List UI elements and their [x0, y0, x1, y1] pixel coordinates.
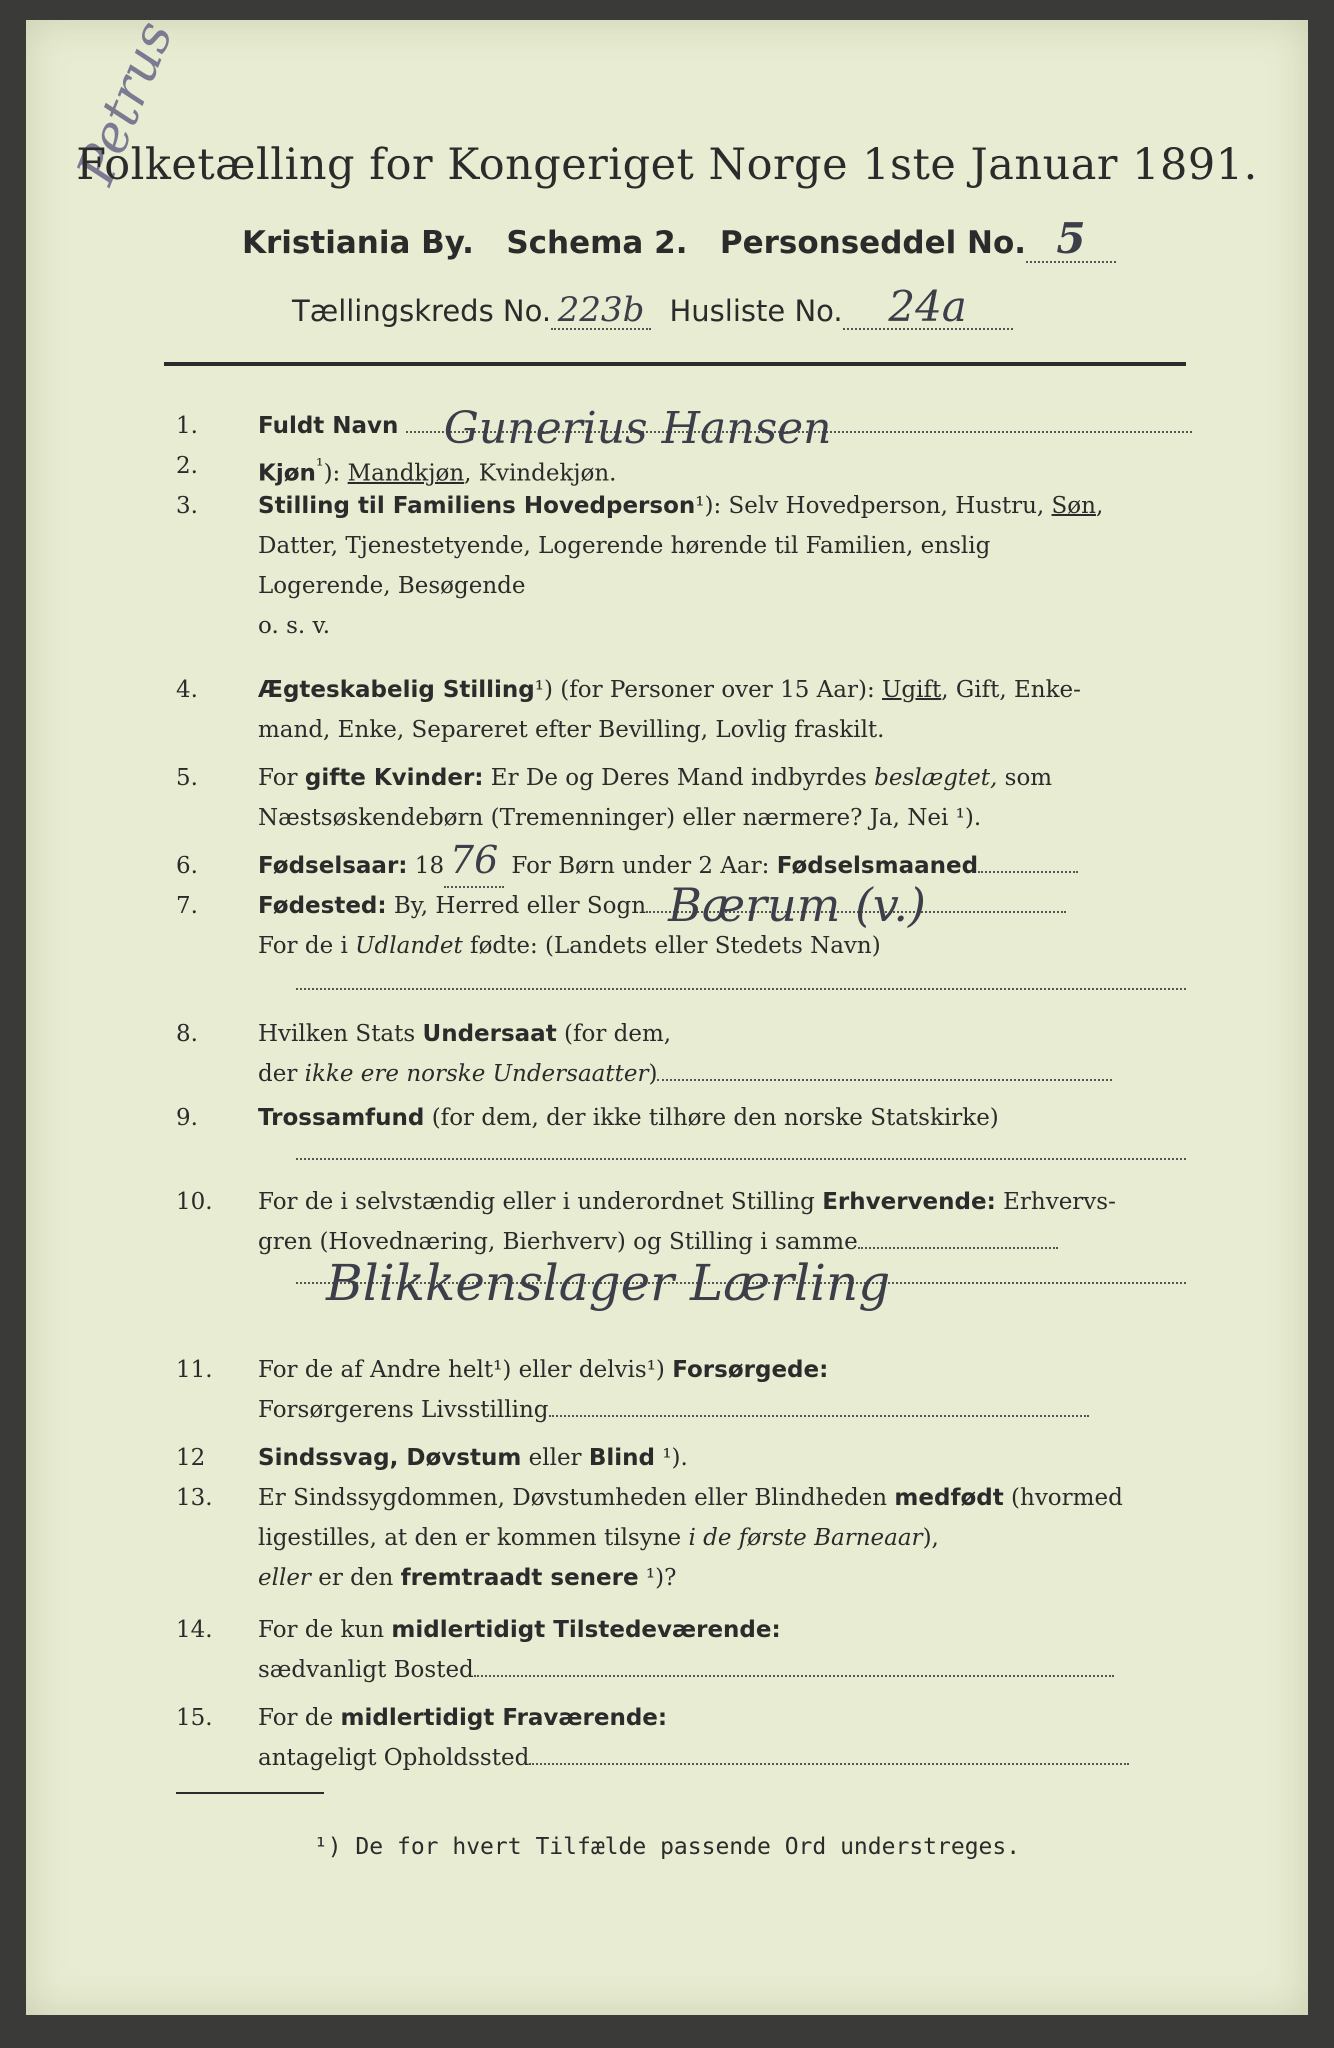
full-name-value: Gunerius Hansen: [443, 403, 832, 454]
question-number: 11.: [176, 1357, 213, 1383]
text: ¹): Selv Hovedperson, Hustru,: [695, 493, 1052, 519]
full-name-field[interactable]: [406, 403, 1192, 454]
occupation-value: Blikkenslager Lærling: [326, 1254, 891, 1312]
question-number: 1.: [176, 413, 198, 439]
text: (hvormed: [1003, 1485, 1123, 1511]
marital-options-line: mand, Enke, Separeret efter Bevilling, Lovlig fraskilt.: [258, 717, 885, 743]
question-body: [258, 878, 1208, 966]
kreds-label: Tællingskreds No.: [292, 294, 552, 328]
full-name-label: Fuldt Navn: [258, 413, 399, 439]
personseddel-field[interactable]: [1026, 214, 1116, 263]
kinship-question-line: Næstsøskendebørn (Tremenninger) eller nærmere? Ja, Nei ¹).: [258, 805, 982, 831]
form-title: Folketælling for Kongeriget Norge 1ste Januar 1891.: [76, 140, 1258, 190]
question-body: [258, 1698, 1208, 1778]
disability-label: Sindssvag, Døvstum: [258, 1445, 522, 1471]
question-number: 2.: [176, 453, 198, 479]
question-body: [258, 758, 1208, 838]
temporary-absent-label: midlertidigt Fraværende:: [340, 1705, 668, 1731]
supported-label: Forsørgede:: [672, 1357, 829, 1383]
kreds-value: 223b: [557, 290, 645, 330]
text: er den: [310, 1565, 401, 1591]
husliste-field[interactable]: [843, 282, 1013, 331]
question-body: [258, 486, 1208, 646]
birth-year-label: Fødselsaar:: [258, 853, 408, 879]
question-body: [258, 670, 1208, 750]
sex-label: Kjøn: [258, 460, 316, 487]
text: ),: [922, 1525, 939, 1551]
schema-label: Schema 2.: [506, 225, 688, 261]
citizenship-field[interactable]: [657, 1079, 1112, 1081]
text: By, Herred eller Sogn: [386, 893, 647, 919]
text: som: [997, 765, 1053, 791]
blind-label: Blind: [588, 1445, 656, 1471]
question-number: 9.: [176, 1105, 198, 1131]
question-body: [258, 1182, 1208, 1262]
text: Hvilken Stats: [258, 1021, 423, 1047]
personseddel-value: 5: [1056, 214, 1086, 263]
footnote-rule: [176, 1792, 324, 1794]
footnote: ¹) De for hvert Tilfælde passende Ord understreges.: [313, 1834, 1021, 1860]
text: Er Sindssygdommen, Døvstumheden eller Blindheden: [258, 1485, 895, 1511]
foreign-birthplace-field[interactable]: [296, 988, 1186, 990]
text-italic: ikke ere norske Undersaatter: [304, 1061, 649, 1087]
text: Forsørgerens Livsstilling: [258, 1397, 549, 1423]
text: Erhvervs-: [995, 1189, 1116, 1215]
text-italic: beslægtet,: [874, 765, 998, 791]
city-label: Kristiania By.: [242, 225, 474, 261]
marital-label: Ægteskabelig Stilling: [258, 677, 535, 703]
text: For de kun: [258, 1617, 392, 1643]
birthplace-value: Bærum (v.): [668, 878, 927, 932]
text: ligestilles, at den er kommen tilsyne: [258, 1525, 689, 1551]
relation-options-line: Datter, Tjenestetyende, Logerende hørende til Familien, enslig: [258, 533, 991, 559]
birthplace-label: Fødested:: [258, 893, 387, 919]
married-women-label: gifte Kvinder:: [304, 765, 484, 791]
text: der: [258, 1061, 305, 1087]
text: 18: [407, 853, 445, 879]
footnote-mark: ¹: [315, 454, 324, 477]
religion-label: Trossamfund: [258, 1105, 425, 1131]
kreds-field[interactable]: [551, 290, 651, 330]
census-form-sheet: [26, 12, 1308, 2015]
text: ):: [323, 460, 348, 487]
option-male-underlined[interactable]: Mandkjøn: [347, 460, 465, 487]
text-italic: eller: [258, 1565, 311, 1591]
supporter-occupation-field[interactable]: [549, 1415, 1089, 1417]
question-body: [258, 1478, 1208, 1598]
birth-month-label: Fødselsmaaned: [776, 853, 979, 879]
occupation-label: Erhvervende:: [822, 1189, 996, 1215]
option-unmarried-underlined[interactable]: Ugift: [882, 677, 942, 703]
question-body: [258, 1098, 1208, 1138]
question-body: [258, 1014, 1208, 1094]
text: For de: [258, 1705, 341, 1731]
text: ¹) (for Personer over 15 Aar):: [534, 677, 883, 703]
text: Er De og Deres Mand indbyrdes: [483, 765, 875, 791]
text: (for dem,: [556, 1021, 672, 1047]
occupation-field-line[interactable]: [858, 1247, 1058, 1249]
birth-month-field[interactable]: [978, 871, 1078, 873]
question-number: 4.: [176, 677, 198, 703]
text: gren (Hovednæring, Bierhverv) og Stilling i samme: [258, 1229, 858, 1255]
congenital-label: medfødt: [894, 1485, 1004, 1511]
text-italic: i de første Barneaar: [688, 1525, 923, 1551]
text: eller: [521, 1445, 589, 1471]
question-number: 7.: [176, 893, 198, 919]
question-number: 12: [176, 1445, 206, 1471]
text: fødte: (Landets eller Stedets Navn): [462, 933, 881, 959]
text: For de i: [258, 933, 356, 959]
question-body: [258, 403, 1208, 454]
question-number: 14.: [176, 1617, 213, 1643]
citizenship-label: Undersaat: [422, 1021, 557, 1047]
later-onset-label: fremtraadt senere: [400, 1565, 639, 1591]
birth-year-field[interactable]: [444, 838, 504, 888]
text: ¹).: [655, 1445, 688, 1471]
text: ,: [1095, 493, 1104, 519]
text: , Gift, Enke-: [941, 677, 1081, 703]
presumed-residence-field[interactable]: [529, 1763, 1129, 1765]
birthplace-field[interactable]: [646, 878, 1066, 932]
relation-options-line: Logerende, Besøgende: [258, 573, 526, 599]
header-rule: [164, 362, 1186, 366]
personseddel-label: Personseddel No.: [719, 225, 1027, 261]
text: sædvanligt Bosted: [258, 1657, 474, 1683]
text: For de af Andre helt¹) eller delvis¹): [258, 1357, 673, 1383]
question-number: 15.: [176, 1705, 213, 1731]
option-son-underlined[interactable]: Søn: [1051, 493, 1096, 519]
religion-field[interactable]: [296, 1158, 1186, 1160]
header-line-1: [242, 214, 1116, 263]
question-number: 10.: [176, 1189, 213, 1215]
relation-label: Stilling til Familiens Hovedperson: [258, 493, 696, 519]
question-body: [258, 1438, 1208, 1478]
text: For: [258, 765, 305, 791]
header-line-2: [292, 282, 1013, 331]
question-number: 13.: [176, 1485, 213, 1511]
question-body: [258, 1610, 1208, 1690]
relation-options-line: o. s. v.: [258, 613, 331, 639]
text: ): [648, 1061, 658, 1087]
question-number: 3.: [176, 493, 198, 519]
text: (for dem, der ikke tilhøre den norske Statskirke): [424, 1105, 999, 1131]
option-female[interactable]: , Kvindekjøn.: [464, 460, 617, 487]
husliste-label: Husliste No.: [669, 294, 843, 328]
husliste-value: 24a: [888, 282, 967, 331]
birth-year-value: 76: [449, 838, 499, 882]
text: ¹)?: [638, 1565, 677, 1591]
text: antageligt Opholdssted: [258, 1745, 530, 1771]
text-italic: Udlandet: [355, 933, 463, 959]
question-body: [258, 1350, 1208, 1430]
temporary-present-label: midlertidigt Tilstedeværende:: [391, 1617, 781, 1643]
question-number: 6.: [176, 853, 198, 879]
text: For Børn under 2 Aar:: [504, 853, 777, 879]
text: For de i selvstændig eller i underordnet Stilling: [258, 1189, 823, 1215]
question-number: 5.: [176, 765, 198, 791]
question-number: 8.: [176, 1021, 198, 1047]
margin-note: Petrus: [66, 12, 186, 193]
usual-residence-field[interactable]: [474, 1675, 1114, 1677]
